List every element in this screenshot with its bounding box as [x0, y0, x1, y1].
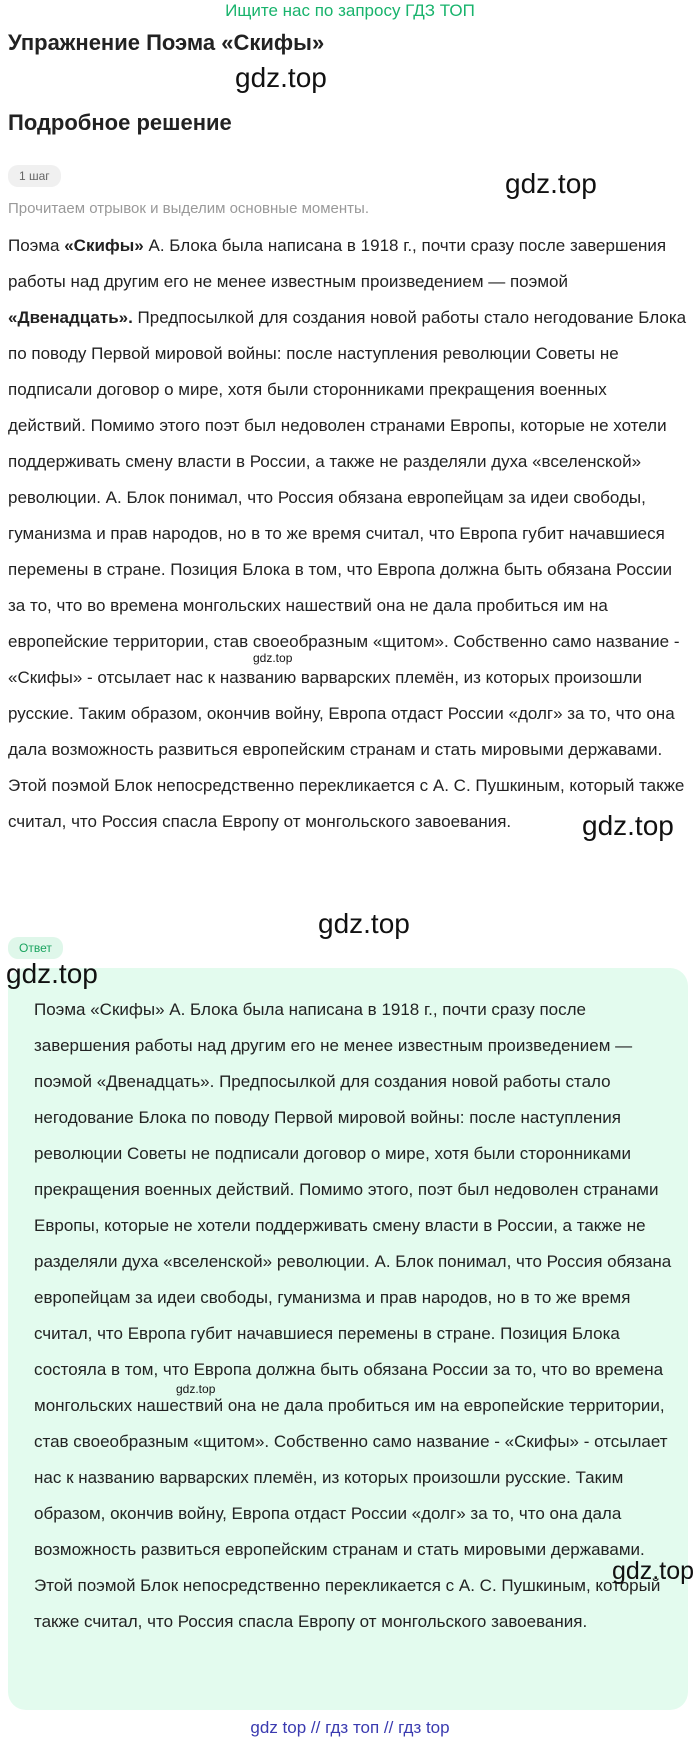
watermark: gdz.top: [176, 1382, 216, 1396]
watermark: gdz.top: [253, 651, 293, 665]
solution-bold-title: «Двенадцать».: [8, 308, 133, 327]
footer-links: gdz top // гдз топ // гдз top: [250, 1718, 450, 1737]
section-title: Подробное решение: [8, 110, 232, 135]
answer-text: Поэма «Скифы» А. Блока была написана в 1918 г., почти сразу после завершения работы над другим его не менее известным произведением — поэмой «Двенадцать». Предпосылкой для создания новой работы стало негодование Блока по поводу Первой мировой войны: после наступления революции Советы не подписали договор о мире, хотя были сторонниками прекращения военных действий. Помимо этого, поэт был недоволен странами Европы, которые не хотели поддерживать смену власти в России, а также не разделяли духа «вселенской» революции. А. Блок понимал, что Россия обязана европейцам за идеи свободы, гуманизма и прав народов, но в то же время считал, что Европа губит начавшиеся перемены в стране. Позиция Блока состояла в том, что Европа должна быть обязана России за то, что во времена монгольских нашествий она не дала пробиться им на европейские территории, став своеобразным «щитом». Собственно само название - «Скифы» - отсылает нас к названию варварских племён, из которых произошли русские. Таким образом, окончив войну, Европа отдаст России «долг» за то, что она дала возможность развиться европейским странам и стать мировыми державами. Этой поэмой Блок непосредственно перекликается с А. С. Пушкиным, который также считал, что Россия спасла Европу от монгольского завоевания.: [34, 1000, 672, 1631]
step-badge: 1 шаг: [8, 165, 61, 187]
search-banner: Ищите нас по запросу ГДЗ ТОП: [225, 1, 475, 20]
answer-badge: Ответ: [8, 937, 63, 959]
watermark: gdz.top: [582, 810, 674, 841]
watermark: gdz.top: [318, 908, 410, 939]
solution-text-part: Поэма: [8, 236, 65, 255]
watermark: gdz.top: [505, 168, 597, 199]
watermark: gdz.top: [235, 62, 327, 93]
solution-text-part: А. Блока была написана в 1918 г., почти сразу после завершения работы над другим его не менее известным произведением — поэмой: [8, 236, 667, 291]
solution-text: [8, 228, 688, 840]
step-hint: Прочитаем отрывок и выделим основные моменты.: [8, 200, 370, 217]
page-title: Упражнение Поэма «Скифы»: [8, 30, 325, 55]
watermark: gdz.top: [612, 1557, 695, 1585]
solution-text-part: Предпосылкой для создания новой работы стало негодование Блока по поводу Первой мировой войны: после наступления революции Советы не подписали договор о мире, хотя были сторонниками прекращения военных действий. Помимо этого поэт был недоволен странами Европы, которые не хотели поддерживать смену власти в России, а также не разделяли духа «вселенской» революции. А. Блок понимал, что Россия обязана европейцам за идеи свободы, гуманизма и прав народов, но в то же время считал, что Европа губит начавшиеся перемены в стране. Позиция Блока в том, что Европа должна быть обязана России за то, что во времена монгольских нашествий она не дала пробиться им на европейские территории, став своеобразным «щитом». Собственно само название - «Скифы» - отсылает нас к названию варварских племён, из которых произошли русские. Таким образом, окончив войну, Европа отдаст России «долг» за то, что она дала возможность развиться европейским странам и стать мировыми державами. Этой поэмой Блок непосредственно перекликается с А. С. Пушкиным, который также считал, что Россия спасла Европу от монгольского завоевания.: [8, 308, 687, 831]
solution-bold-title: «Скифы»: [64, 236, 144, 255]
watermark: gdz.top: [6, 958, 98, 989]
